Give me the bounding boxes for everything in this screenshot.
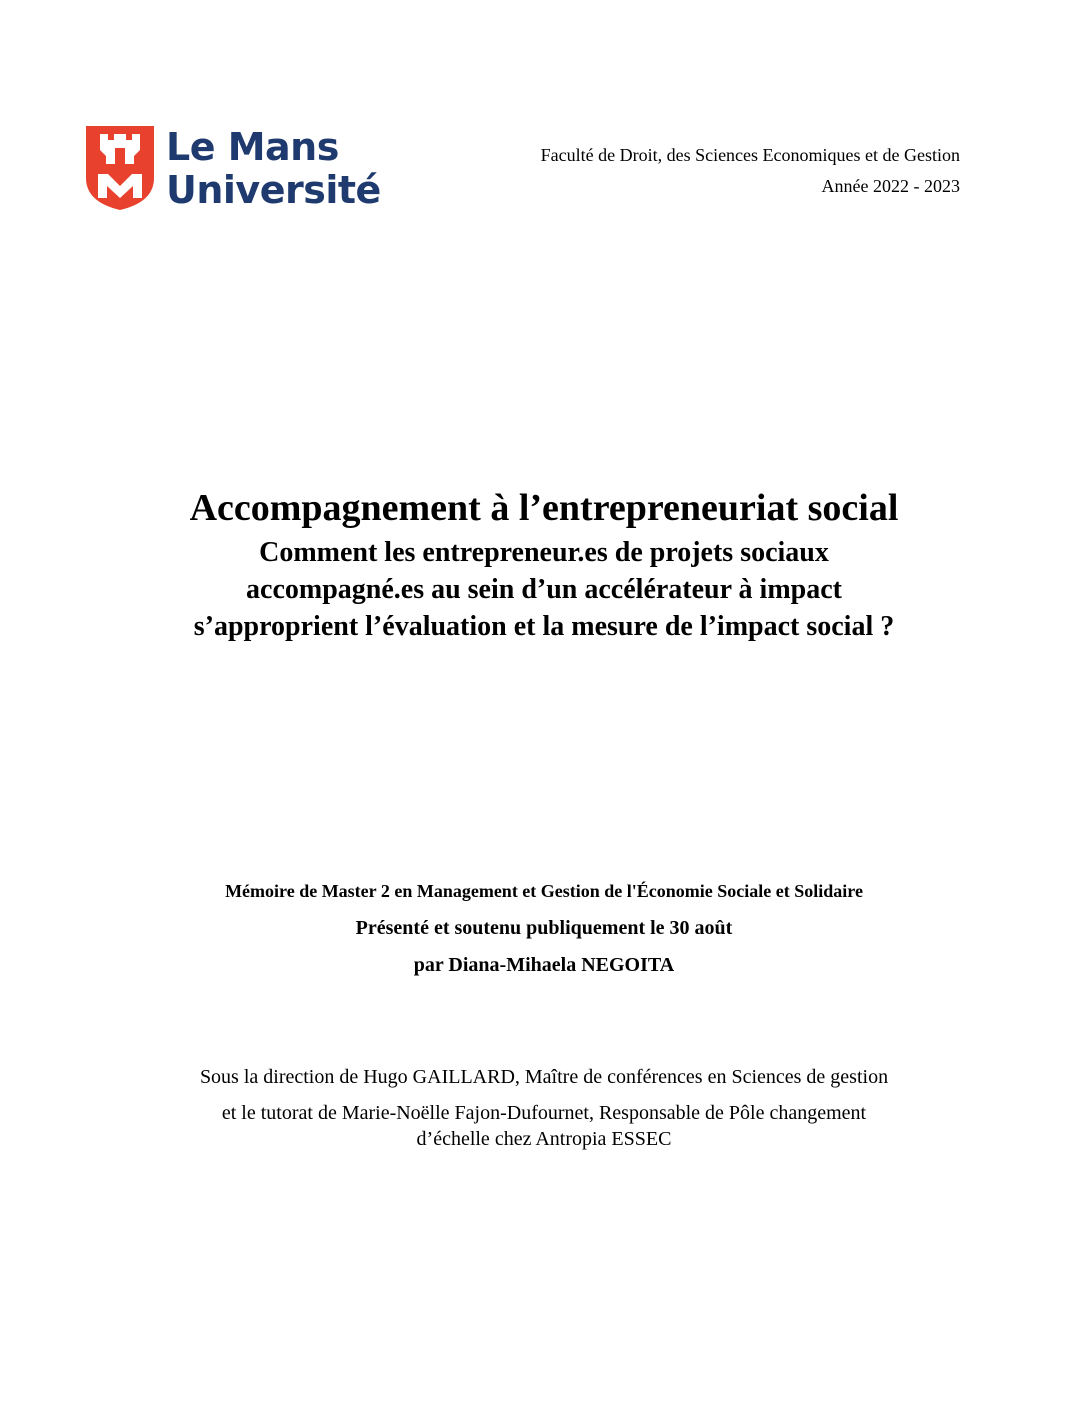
memoire-info (0, 878, 1088, 978)
shield-logo-icon (86, 126, 154, 210)
header-info (541, 140, 960, 202)
logo-line-2: Université (166, 168, 381, 212)
supervisor-line: Sous la direction de Hugo GAILLARD, Maître de conférences en Sciences de gestion (199, 1066, 889, 1088)
university-logo (86, 126, 396, 214)
subtitle-line-3: s’approprient l’évaluation et la mesure de l’impact social ? (193, 611, 895, 642)
logo-wordmark (166, 126, 381, 212)
subtitle-line-2: accompagné.es au sein d’un accélérateur à impact (246, 574, 842, 605)
faculty-name: Faculté de Droit, des Sciences Economiques et de Gestion (540, 145, 960, 165)
subtitle-line-1: Comment les entrepreneur.es de projets sociaux (259, 537, 829, 568)
author-line: par Diana-Mihaela NEGOITA (413, 954, 675, 976)
logo-line-1: Le Mans (166, 125, 339, 169)
title-block (0, 484, 1088, 645)
subtitle (0, 534, 1088, 645)
supervision-info (0, 1064, 1088, 1152)
tutor-line: et le tutorat de Marie-Noëlle Fajon-Dufournet, Responsable de Pôle changement (221, 1102, 867, 1124)
degree-line: Mémoire de Master 2 en Management et Gestion de l'Économie Sociale et Solidaire (225, 881, 863, 901)
tutor-line-continued: d’échelle chez Antropia ESSEC (416, 1128, 672, 1150)
defense-line: Présenté et soutenu publiquement le 30 août (355, 917, 733, 939)
academic-year: Année 2022 - 2023 (821, 176, 960, 196)
main-title: Accompagnement à l’entrepreneuriat social (189, 487, 899, 529)
